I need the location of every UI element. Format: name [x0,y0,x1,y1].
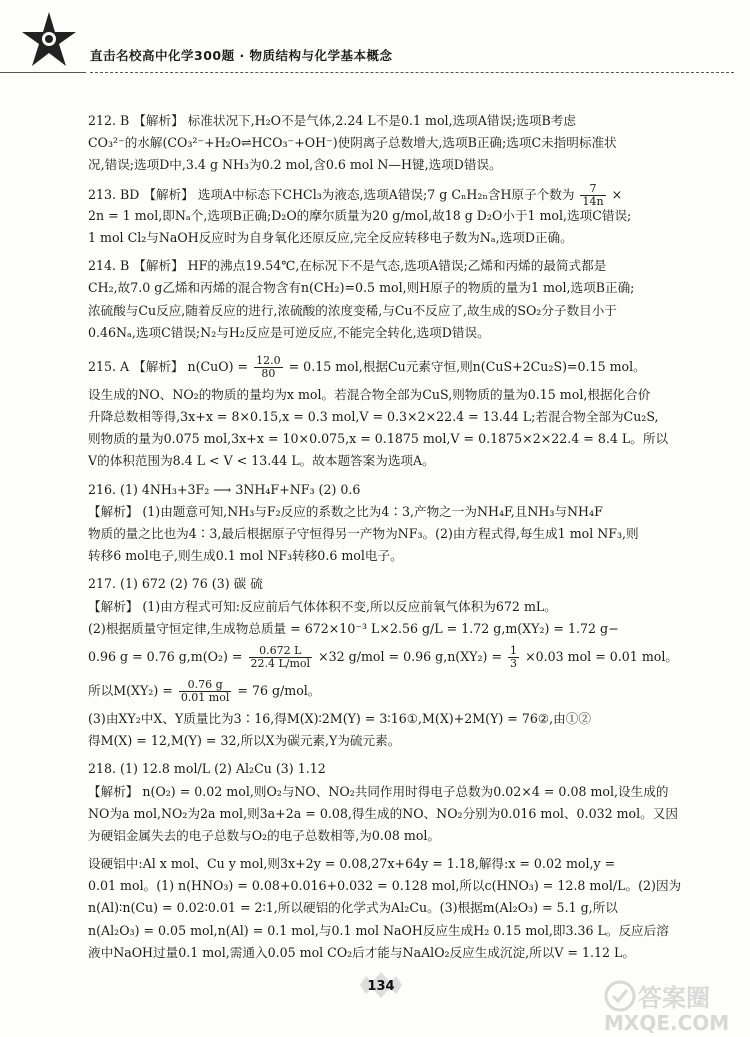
text-line: 215. A 【解析】 n(CuO) = $\frac{12.0}{80}$ = 0.15 mol,根据Cu元素守恒,则n(CuS+2Cu₂S)=0.15 mol。 [88,353,646,380]
text-line: 216. (1) 4NH₃+3F₂ ⟶ 3NH₄F+NF₃ (2) 0.6 [88,481,361,497]
answer-content [88,110,724,964]
text-line: 1 mol Cl₂与NaOH反应时为自身氧化还原反应,完全反应转移电子数为Nₐ,选项D正确。 [88,229,573,245]
text-line: 217. (1) 672 (2) 76 (3) 碳 硫 [88,576,263,592]
fraction: $\frac{0.76 g}{\text{0.01 mol}}$ [180,677,230,704]
text-line: CH₂,故7.0 g乙烯和丙烯的混合物含有n(CH₂)=0.5 mol,则H原子的物质的量为1 mol,选项B正确; [88,280,635,296]
header-title: 直击名校高中化学300题 · 物质结构与化学基本概念 [90,48,393,63]
text-line: 0.46Nₐ,选项C错误;N₂与H₂反应是可逆反应,不能完全转化,选项D错误。 [88,324,490,340]
text-line: 【解析】 n(O₂) = 0.02 mol,则O₂与NO、NO₂共同作用时得电子总数为0.02×4 = 0.08 mol,设生成的 [88,783,669,799]
text-line: CO₃²⁻的水解(CO₃²⁻+H₂O⇌HCO₃⁻+OH⁻)使阴离子总数增大,选项B正确;选项C未指明标准状 [88,135,617,151]
text-line: 2n = 1 mol,即Nₐ个,选项B正确;D₂O的摩尔质量为20 g/mol,故18 g D₂O小于1 mol,选项C错误; [88,207,632,223]
text-line: 【解析】 (1)由题意可知,NH₃与F₂反应的系数之比为4∶3,产物之一为NH₄F,且NH₃与NH₄F [88,503,603,519]
text-line: 升降总数相等得,3x+x = 8×0.15,x = 0.3 mol,V = 0.3×2×22.4 = 13.44 L;若混合物全部为Cu₂S, [88,409,659,425]
star-logo-icon [18,10,80,72]
text-line: n(Al)∶n(Cu) = 0.02∶0.01 = 2∶1,所以硬铝的化学式为Al₂Cu。(3)根据m(Al₂O₃) = 5.1 g,所以 [88,900,618,916]
fraction: $\frac{12.0}{80}$ [256,353,281,380]
text-line: 所以M(XY₂) = $\frac{0.76 g}{\text{0.01 mol}}$ = 76 g/mol。 [88,677,321,704]
text-line: 况,错误;选项D中,3.4 g NH₃为0.2 mol,含0.6 mol N—H键,选项D错误。 [88,157,502,173]
text-line: 0.01 mol。(1) n(HNO₃) = 0.08+0.016+0.032 = 0.128 mol,所以c(HNO₃) = 12.8 mol/L。(2)因为 [88,878,682,894]
text-line: 则物质的量为0.075 mol,3x+x = 10×0.075,x = 0.1875 mol,V = 0.1875×2×22.4 = 8.4 L。所以 [88,431,669,447]
text-line: V的体积范围为8.4 L < V < 13.44 L。故本题答案为选项A。 [88,453,435,469]
fraction: $\frac{0.672 L}{\text{22.4 L/mol}}$ [250,643,311,670]
svg-text:MXQE.COM: MXQE.COM [604,1011,730,1034]
text-line: 转移6 mol电子,则生成0.1 mol NF₃转移0.6 mol电子。 [88,548,403,564]
watermark-logo [598,978,744,1034]
text-line: (2)根据质量守恒定律,生成物总质量 = 672×10⁻³ L×2.56 g/L = 1.72 g,m(XY₂) = 1.72 g− [88,620,619,636]
text-line: 213. BD 【解析】 选项A中标态下CHCl₃为液态,选项A错误;7 g CₙH₂ₙ含H原子个数为 $\frac{7}{14n}$ × [88,183,724,205]
text-line: 为硬铝金属失去的电子总数与O₂的电子总数相等,为0.08 mol。 [88,827,441,843]
page-header [0,0,750,82]
text-line: 设生成的NO、NO₂的物质的量均为x mol。若混合物全部为CuS,则物质的量为0.15 mol,根据化合价 [88,386,651,402]
text-line: 214. B 【解析】 HF的沸点19.54℃,在标况下不是气态,选项A错误;乙烯和丙烯的最简式都是 [88,258,607,274]
text-line: (3)由XY₂中X、Y质量比为3∶16,得M(X)∶2M(Y) = 3∶16①,M(X)+2M(Y) = 76②,由①② [88,710,591,726]
text-line: 212. B 【解析】 标准状况下,H₂O不是气体,2.24 L不是0.1 mol,选项A错误;选项B考虑 [88,113,576,128]
header-rule-left [0,72,86,73]
text-line: 0.96 g = 0.76 g,m(O₂) = $\frac{0.672 L}{\text{22.4 L/mol}}$ ×32 g/mol = 0.96 g,n(XY₂) = $\frac{1}{3}$ ×0.03 mol = 0.01 mol。 [88,643,678,670]
text-line: n(Al₂O₃) = 0.05 mol,n(Al) = 0.1 mol,与0.1 mol NaOH反应生成H₂ 0.15 mol,即3.36 L。反应后溶 [88,922,669,938]
header-rule [90,72,734,73]
fraction: $\frac{1}{3}$ [510,643,518,670]
text-line: 液中NaOH过量0.1 mol,需通入0.05 mol CO₂后才能与NaAlO₂反应生成沉淀,所以V = 1.12 L。 [88,944,635,960]
page-number [356,970,406,1000]
fraction: $\frac{7}{14n}$ [582,182,604,205]
text-line: 【解析】 (1)由方程式可知:反应前后气体体积不变,所以反应前氧气体积为672 mL。 [88,598,557,614]
text-line: NO为a mol,NO₂为2a mol,则3a+2a = 0.08,得生成的NO、NO₂分别为0.016 mol、0.032 mol。又因 [88,805,678,821]
text-line: 得M(X) = 12,M(Y) = 32,所以X为碳元素,Y为硫元素。 [88,733,401,749]
text-line: 设硬铝中:Al x mol、Cu y mol,则3x+2y = 0.08,27x+64y = 1.18,解得:x = 0.02 mol,y = [88,856,616,872]
text-line: 浓硫酸与Cu反应,随着反应的进行,浓硫酸的浓度变稀,与Cu不反应了,故生成的SO₂分子数目小于 [88,302,617,318]
svg-text:134: 134 [367,979,395,994]
svg-text:答案圈: 答案圈 [638,984,710,1012]
text-line: 物质的量之比也为4∶3,最后根据原子守恒得另一产物为NF₃。(2)由方程式得,每生成1 mol NF₃,则 [88,526,639,541]
text-line: 218. (1) 12.8 mol/L (2) Al₂Cu (3) 1.12 [88,761,326,777]
